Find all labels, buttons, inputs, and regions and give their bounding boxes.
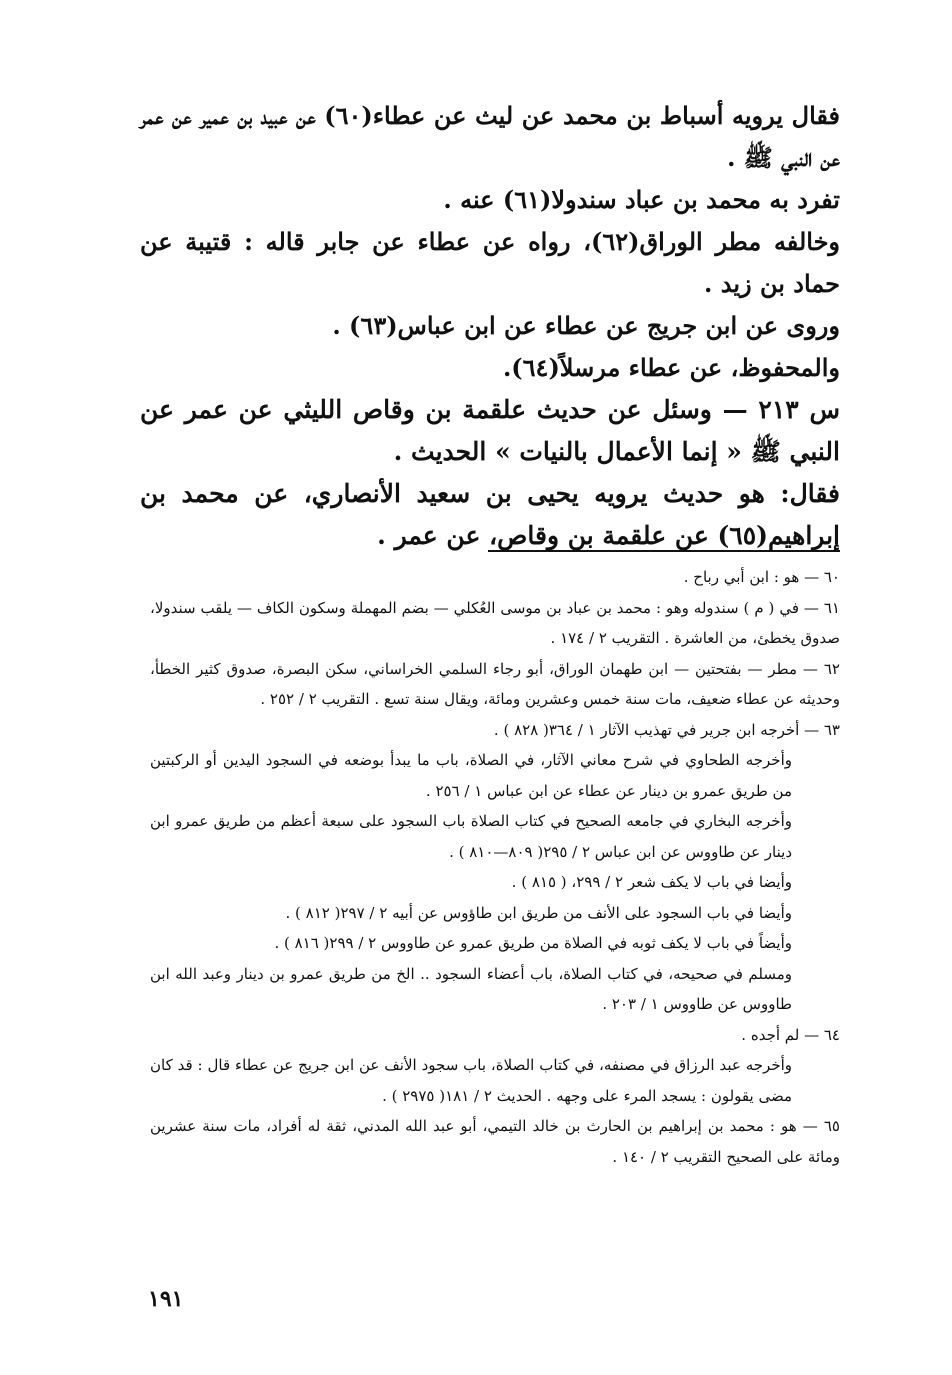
page-number: ١٩١	[148, 1286, 184, 1312]
main-text	[140, 95, 840, 557]
answer-paragraph: فقال: هو حديث يرويه يحيى بن سعيد الأنصاري، عن محمد بن إبراهيم(٦٥) عن علقمة بن وقاص، عن عمر .	[140, 479, 840, 550]
main-paragraph: تفرد به محمد بن عباد سندولا(٦١) عنه .	[443, 185, 840, 214]
footnote: ٦٤ — لم أجده .	[741, 1025, 840, 1044]
main-paragraph: والمحفوظ، عن عطاء مرسلاً(٦٤).	[502, 353, 840, 382]
question-paragraph: س ٢١٣ — وسئل عن حديث علقمة بن وقاص الليثي عن عمر عن النبي ﷺ « إنما الأعمال بالنيات » الحديث .	[140, 395, 840, 466]
footnote: ٦٣ — أخرجه ابن جرير في تهذيب الآثار ١ / ٣٦٤( ٨٢٨ ) .	[493, 720, 840, 739]
footnote: ٦٠ — هو : ابن أبي رباح .	[683, 568, 840, 586]
footnote-continuation: وأخرجه البخاري في جامعه الصحيح في كتاب الصلاة باب السجود على سبعة أعظم من طريق عمرو ابن دينار عن طاووس عن ابن عباس ٢ / ٢٩٥( ٨٠٩—٨١٠ ) .	[150, 812, 792, 861]
main-paragraph: وخالفه مطر الوراق(٦٢)، رواه عن عطاء عن جابر قاله : قتيبة عن حماد بن زيد .	[140, 227, 841, 298]
footnote: ٦٥ — هو : محمد بن إبراهيم بن الحارث بن خالد التيمي، أبو عبد الله المدني، ثقة له أفراد، مات سنة عشرين ومائة على الصحيح التقريب ٢ / ١٤٠ .	[150, 1117, 840, 1166]
footnote: ٦١ — في ( م ) سندوله وهو : محمد بن عباد بن موسى العُكلي — بضم المهملة وسكون الكاف — يلقب سندولا، صدوق يخطئ، من العاشرة . التقريب ٢ / ١٧٤ .	[150, 598, 840, 647]
main-paragraph: فقال يرويه أسباط بن محمد عن ليث عن عطاء(٦٠) عن عبيد بن عمير عن عمر عن النبي ﷺ .	[140, 101, 841, 172]
footnote-continuation: وأيضاً في باب لا يكف ثوبه في الصلاة من طريق عمرو عن طاووس ٢ / ٢٩٩( ٨١٦ ) .	[274, 934, 792, 952]
footnote-continuation: ومسلم في صحيحه، في كتاب الصلاة، باب أعضاء السجود .. الخ من طريق عمرو بن دينار وعبد الله ابن طاووس عن طاووس ١ / ٢٠٣ .	[150, 964, 792, 1013]
footnote-continuation: وأخرجه عبد الرزاق في مصنفه، في كتاب الصلاة، باب سجود الأنف عن ابن جريج عن عطاء قال : قد كان مضى يقولون : يسجد المرء على وجهه . الحديث ٢ / ١٨١( ٢٩٧٥ ) .	[150, 1056, 792, 1105]
footnotes	[150, 562, 840, 1172]
footnote-separator	[488, 550, 840, 552]
footnote-continuation: وأخرجه الطحاوي في شرح معاني الآثار، في الصلاة، باب ما يبدأ بوضعه في السجود اليدين أو الركبتين من طريق عمرو بن دينار عن عطاء عن ابن عباس ١ / ٢٥٦ .	[150, 751, 792, 800]
footnote-continuation: وأيضا في باب السجود على الأنف من طريق ابن طاؤوس عن أبيه ٢ / ٢٩٧( ٨١٢ ) .	[285, 903, 792, 922]
main-paragraph: وروى عن ابن جريج عن عطاء عن ابن عباس(٦٣) .	[332, 311, 840, 340]
footnote-continuation: وأيضا في باب لا يكف شعر ٢ / ٢٩٩، ( ٨١٥ ) .	[511, 873, 792, 891]
footnote: ٦٢ — مطر — بفتحتين — ابن طهمان الوراق، أبو رجاء السلمي الخراساني، سكن البصرة، صدوق كثير الخطأ، وحديثه عن عطاء ضعيف، مات سنة خمس وعشرين ومائة، ويقال سنة تسع . التقريب ٢ / ٢٥٢ .	[150, 659, 840, 708]
